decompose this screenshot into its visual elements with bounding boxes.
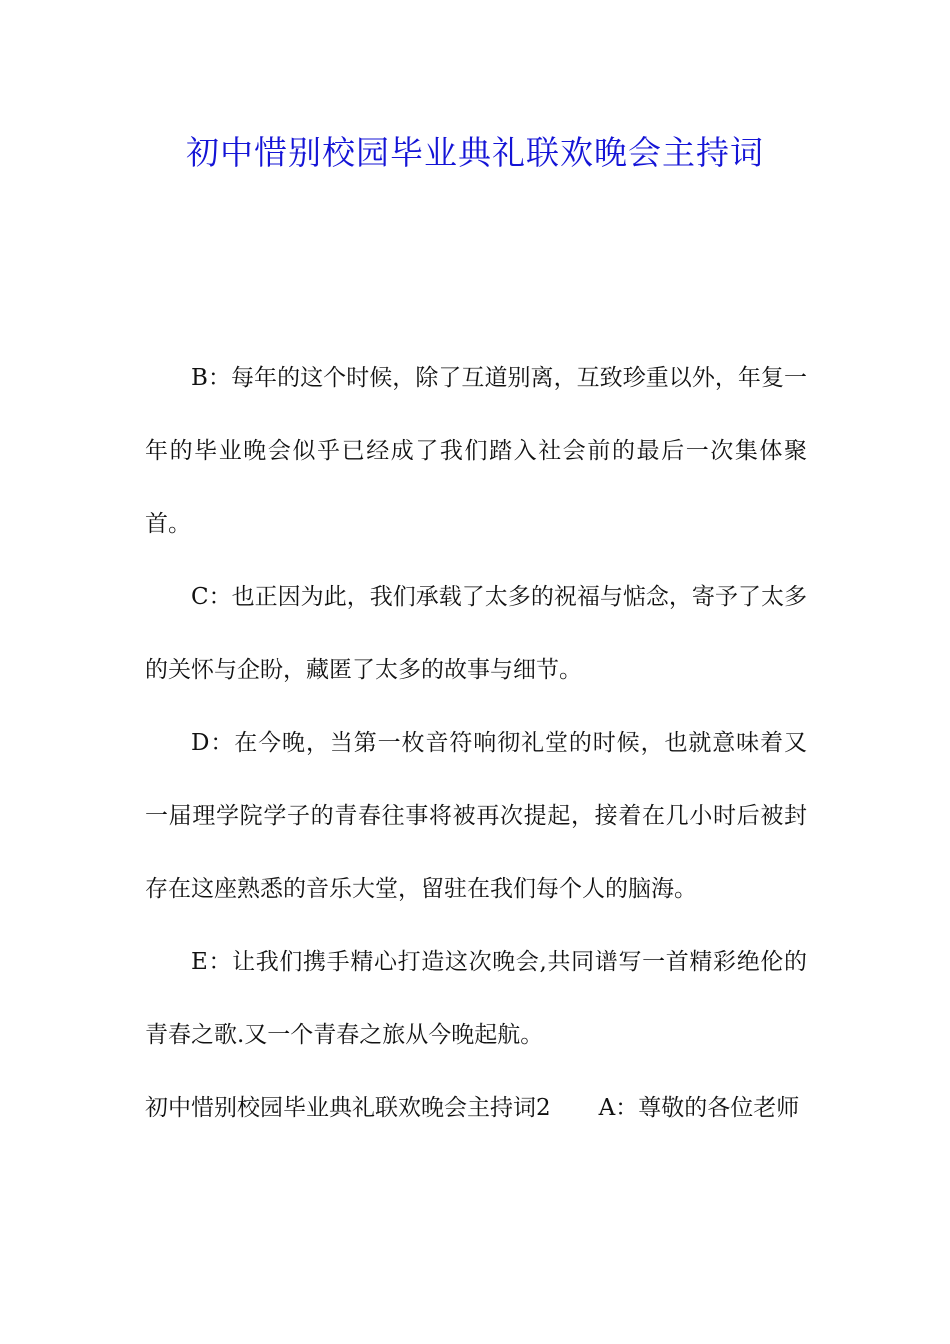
section-2-paragraph — [145, 1072, 807, 1145]
paragraph-c: C：也正因为此，我们承载了太多的祝福与惦念，寄予了太多的关怀与企盼，藏匿了太多的故事与细节。 — [145, 584, 807, 683]
section-2-heading: 初中惜别校园毕业典礼联欢晚会主持词2 — [145, 1095, 551, 1121]
paragraph-d: D：在今晚，当第一枚音符响彻礼堂的时候，也就意味着又一届理学院学子的青春往事将被再次提起，接着在几小时后被封存在这座熟悉的音乐大堂，留驻在我们每个人的脑海。 — [145, 730, 807, 902]
document-body — [145, 342, 807, 1145]
document-title: 初中惜别校园毕业典礼联欢晚会主持词 — [186, 133, 764, 172]
paragraph-e: E：让我们携手精心打造这次晚会,共同谱写一首精彩绝伦的青春之歌.又一个青春之旅从今晚起航。 — [145, 949, 807, 1048]
paragraph-b: B：每年的这个时候，除了互道别离，互致珍重以外，年复一年的毕业晚会似乎已经成了我们踏入社会前的最后一次集体聚首。 — [145, 365, 807, 537]
section-2-text: A：尊敬的各位老师 — [598, 1095, 800, 1121]
